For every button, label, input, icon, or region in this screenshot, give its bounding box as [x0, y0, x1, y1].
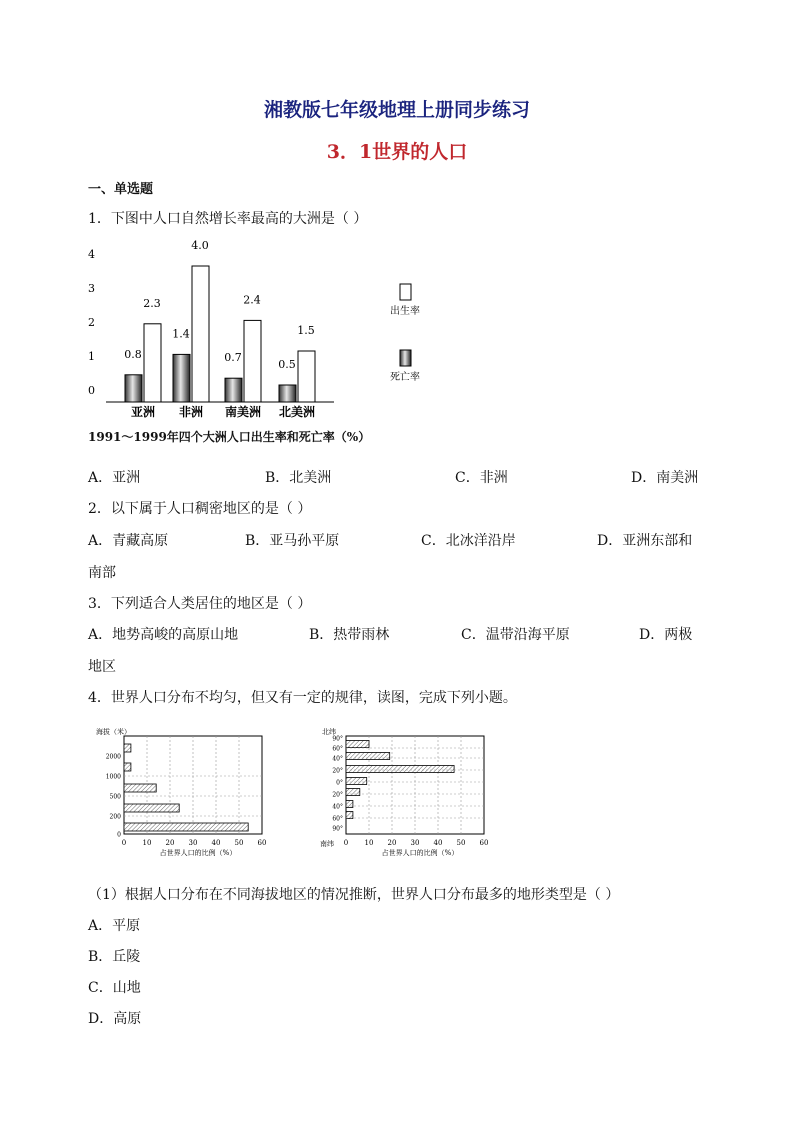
category-label: 非洲 [178, 405, 204, 419]
population-share-bar [346, 812, 353, 819]
question-2-stem: 2．以下属于人口稠密地区的是（ ） [88, 501, 312, 517]
category-label: 北美洲 [278, 405, 316, 419]
category-label: 亚洲 [130, 405, 156, 419]
q1-option-b[interactable]: B．北美洲 [265, 470, 332, 486]
death-rate-bar [173, 354, 190, 402]
birth-rate-data-label: 2.4 [243, 293, 261, 307]
x-tick-label: 40 [433, 839, 443, 847]
x-tick-label: 50 [234, 839, 244, 847]
y-tick-label: 2 [88, 316, 95, 329]
legend-birth-label: 出生率 [390, 306, 420, 317]
population-share-bar [124, 744, 131, 752]
q3-option-d-continued: 地区 [88, 659, 116, 675]
q2-option-c[interactable]: C．北冰洋沿岸 [421, 533, 516, 549]
y-tick-label: 200 [109, 813, 121, 821]
y-axis-label-south: 南纬 [320, 840, 334, 848]
death-rate-bar [279, 385, 296, 402]
death-rate-data-label: 1.4 [172, 327, 190, 341]
x-tick-label: 20 [387, 839, 397, 847]
q1-option-a[interactable]: A．亚洲 [88, 470, 141, 486]
y-axis-label: 海拔（米） [96, 728, 131, 736]
birth-rate-data-label: 2.3 [143, 296, 161, 310]
y-tick-label: 1 [88, 350, 95, 363]
x-axis-label: 占世界人口的比例（%） [159, 849, 237, 857]
q2-option-b[interactable]: B．亚马孙平原 [245, 533, 340, 549]
y-tick-label: 0 [117, 831, 121, 839]
death-rate-data-label: 0.7 [224, 351, 242, 365]
question-4-stem: 4．世界人口分布不均匀，但又有一定的规律，读图，完成下列小题。 [88, 690, 517, 706]
x-tick-label: 50 [456, 839, 466, 847]
legend-death-label: 死亡率 [390, 372, 420, 383]
y-tick-label: 60° [332, 815, 343, 823]
y-axis-label-north: 北纬 [322, 728, 336, 736]
x-tick-label: 0 [121, 839, 127, 847]
question-4-sub-1: （1）根据人口分布在不同海拔地区的情况推断，世界人口分布最多的地形类型是（ ） [88, 887, 620, 903]
latitude-population-chart [316, 724, 506, 860]
y-tick-label: 40° [332, 803, 343, 811]
legend-death-swatch [400, 350, 411, 366]
x-tick-label: 60 [257, 839, 267, 847]
document-title: 湘教版七年级地理上册同步练习 [263, 99, 530, 121]
lesson-subtitle: 3．1世界的人口 [326, 141, 468, 163]
death-rate-data-label: 0.5 [278, 358, 296, 371]
x-tick-label: 20 [165, 839, 175, 847]
y-tick-label: 20° [332, 791, 343, 799]
q1-option-d[interactable]: D．南美洲 [631, 470, 699, 486]
population-share-bar [124, 804, 179, 812]
population-share-bar [346, 766, 454, 773]
death-rate-bar [225, 378, 242, 402]
altitude-population-chart [94, 724, 284, 860]
q3-option-a[interactable]: A．地势高峻的高原山地 [88, 627, 239, 643]
category-label: 南美洲 [224, 405, 262, 419]
y-tick-label: 60° [332, 745, 343, 753]
q4-option-b[interactable]: B．丘陵 [88, 949, 141, 965]
y-tick-label: 90° [332, 735, 343, 743]
q4-option-c[interactable]: C．山地 [88, 980, 141, 996]
q3-option-b[interactable]: B．热带雨林 [309, 627, 390, 643]
birth-rate-data-label: 4.0 [191, 239, 209, 252]
population-share-bar [346, 778, 367, 785]
chart-1-caption: 1991～1999年四个大洲人口出生率和死亡率（%） [88, 430, 371, 444]
q3-option-d[interactable]: D．两极 [639, 627, 693, 643]
y-tick-label: 0 [88, 384, 95, 397]
y-tick-label: 20° [332, 767, 343, 775]
q4-option-d[interactable]: D．高原 [88, 1011, 142, 1027]
population-share-bar [124, 763, 131, 771]
population-share-bar [346, 753, 390, 760]
x-tick-label: 10 [364, 839, 374, 847]
q2-option-a[interactable]: A．青藏高原 [88, 533, 169, 549]
q3-option-c[interactable]: C．温带沿海平原 [461, 627, 570, 643]
question-3-stem: 3．下列适合人类居住的地区是（ ） [88, 596, 312, 612]
y-tick-label: 3 [88, 282, 95, 295]
y-tick-label: 4 [88, 248, 95, 261]
y-tick-label: 90° [332, 825, 343, 833]
x-tick-label: 60 [479, 839, 489, 847]
x-tick-label: 10 [142, 839, 152, 847]
birth-rate-bar [144, 324, 161, 402]
birth-rate-data-label: 1.5 [297, 324, 315, 337]
death-rate-data-label: 0.8 [124, 347, 142, 361]
q2-option-d[interactable]: D．亚洲东部和 [597, 533, 693, 549]
y-tick-label: 1000 [105, 773, 121, 781]
population-share-bar [346, 801, 353, 808]
y-tick-label: 500 [109, 793, 121, 801]
x-tick-label: 30 [410, 839, 420, 847]
population-share-bar [124, 823, 248, 831]
birth-death-rate-chart [80, 232, 440, 424]
q2-option-d-continued: 南部 [88, 565, 116, 581]
q1-option-c[interactable]: C．非洲 [455, 470, 508, 486]
population-share-bar [346, 741, 369, 748]
question-1-stem: 1．下图中人口自然增长率最高的大洲是（ ） [88, 211, 368, 227]
birth-rate-bar [192, 266, 209, 402]
section-heading: 一、单选题 [88, 182, 154, 197]
y-tick-label: 2000 [105, 753, 121, 761]
y-tick-label: 0° [336, 779, 343, 787]
population-share-bar [124, 784, 156, 792]
death-rate-bar [125, 375, 142, 402]
x-axis-label: 占世界人口的比例（%） [381, 849, 459, 857]
population-share-bar [346, 789, 360, 796]
x-tick-label: 0 [343, 839, 349, 847]
y-tick-label: 40° [332, 755, 343, 763]
birth-rate-bar [244, 320, 261, 402]
birth-rate-bar [298, 351, 315, 402]
x-tick-label: 30 [188, 839, 198, 847]
q4-option-a[interactable]: A．平原 [88, 918, 141, 934]
legend-birth-swatch [400, 284, 411, 300]
x-tick-label: 40 [211, 839, 221, 847]
